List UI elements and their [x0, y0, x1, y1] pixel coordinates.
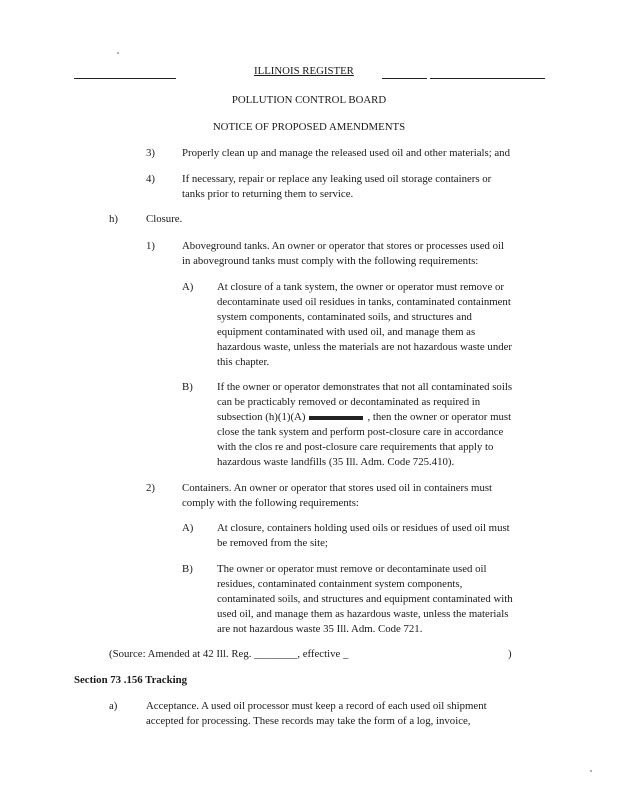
item-h1B-line: , then the owner or operator must [367, 411, 512, 423]
item-h2B-line: contaminated soils, and structures and equipment contaminated with [217, 593, 513, 605]
item-h2B-line: residues, contaminated containment system components, [217, 578, 463, 590]
item-h2B-line: The owner or operator must remove or decontaminate used oil [217, 563, 487, 575]
item-h2B-number: B) [182, 563, 193, 575]
item-h2A-line: be removed from the site; [217, 537, 328, 549]
redaction-mark [309, 416, 363, 420]
item-a-line: Acceptance. A used oil processor must keep a record of each used oil shipment [146, 700, 487, 712]
item-h1A-line: system components, contaminated soils, and structures and [217, 311, 472, 323]
item-h1B-line: If the owner or operator demonstrates that not all contaminated soils [217, 381, 513, 393]
item-h1A-line: hazardous waste, unless the materials are not hazardous waste under [217, 341, 513, 353]
item-h2-number: 2) [146, 482, 155, 494]
item-h1B-number: B) [182, 381, 193, 393]
item-h2-line: comply with the following requirements: [182, 497, 359, 509]
header-rule-right [430, 78, 545, 79]
source-note-close: ) [508, 648, 512, 660]
item-h1A-line: equipment contaminated with used oil, and manage them as [217, 326, 476, 338]
item-h1A-line: decontaminate used oil residues in tanks, contaminated containment [217, 296, 511, 308]
item-3-text: Properly clean up and manage the released used oil and other materials; and [182, 147, 510, 159]
header-rule-mid [382, 78, 427, 79]
item-4-number: 4) [146, 173, 155, 185]
item-h1A-number: A) [182, 281, 194, 293]
header-rule-left [74, 78, 176, 79]
item-h1-line: Aboveground tanks. An owner or operator that stores or processes used oil [182, 240, 505, 252]
source-note: (Source: Amended at 42 Ill. Reg. ________, effective _ [109, 648, 349, 660]
item-a-number: a) [109, 700, 118, 712]
item-h1-number: 1) [146, 240, 155, 252]
item-4-line: tanks prior to returning them to service. [182, 188, 354, 200]
item-h1-line: in aboveground tanks must comply with the following requirements: [182, 255, 479, 267]
subsection-h-title: Closure. [146, 213, 183, 225]
scan-speck [590, 770, 592, 772]
subsection-h-number: h) [109, 213, 118, 225]
item-h2A-line: At closure, containers holding used oils or residues of used oil must [217, 522, 510, 534]
item-4-line: If necessary, repair or replace any leaking used oil storage containers or [182, 173, 492, 185]
item-h1B-line: with the clos re and post-closure care requirements that apply to [217, 441, 494, 453]
item-h1A-line: this chapter. [217, 356, 270, 368]
item-h1A-line: At closure of a tank system, the owner or operator must remove or [217, 281, 504, 293]
section-heading: Section 73 .156 Tracking [74, 674, 187, 686]
agency-title: POLLUTION CONTROL BOARD [231, 94, 387, 106]
register-title: ILLINOIS REGISTER [254, 65, 354, 77]
item-h1B-line: close the tank system and perform post-closure care in accordance [217, 426, 504, 438]
item-h2A-number: A) [182, 522, 194, 534]
notice-title: NOTICE OF PROPOSED AMENDMENTS [212, 121, 406, 133]
item-a-line: accepted for processing. These records may take the form of a log, invoice, [146, 715, 471, 727]
item-h1B-line: can be practicably removed or decontaminated as required in [217, 396, 481, 408]
item-h1B-line: subsection (h)(1)(A) [217, 411, 306, 423]
item-h2-line: Containers. An owner or operator that stores used oil in containers must [182, 482, 493, 494]
item-h2B-line: are not hazardous waste 35 Ill. Adm. Code 721. [217, 623, 423, 635]
item-h1B-line-with-redaction [217, 410, 511, 425]
item-3-number: 3) [146, 147, 155, 159]
scan-speck [117, 52, 119, 54]
item-h1B-line: hazardous waste landfills (35 Ill. Adm. Code 725.410). [217, 456, 455, 468]
item-h2B-line: used oil, and manage them as hazardous waste, unless the materials [217, 608, 509, 620]
